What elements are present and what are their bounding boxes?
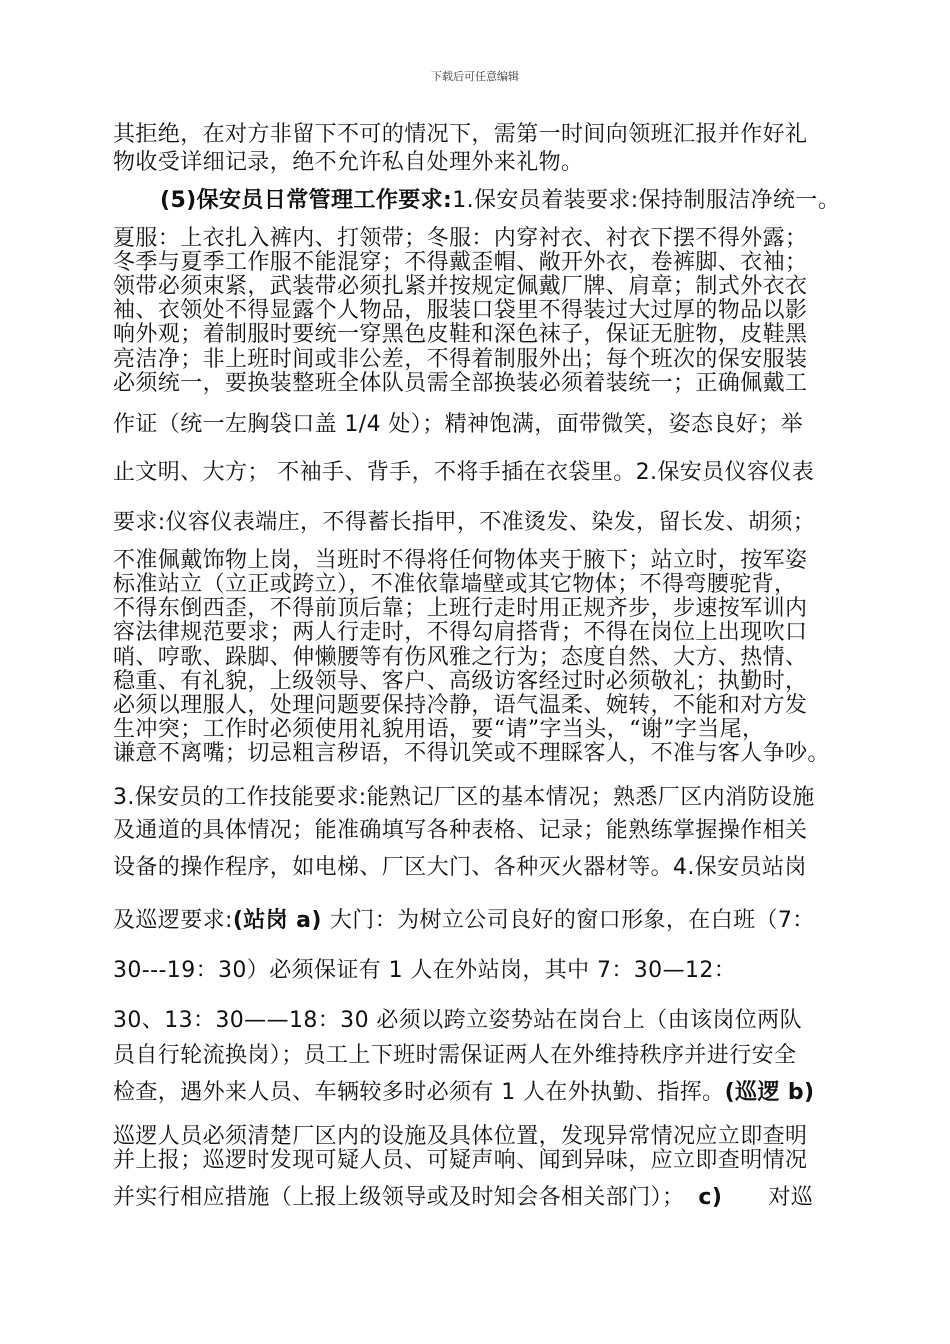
text-line: 作证（统一左胸袋口盖 1/4 处）；精神饱满，面带微笑，姿态良好；举: [113, 412, 803, 437]
text-line: 哨、哼歌、跺脚、伸懒腰等有伤风雅之行为；态度自然、大方、热情、: [113, 645, 808, 670]
text-line: [160, 188, 840, 214]
text-line: 员自行轮流换岗）；员工上下班时需保证两人在外维持秩序并进行安全: [113, 1043, 797, 1068]
subsection-label: c): [698, 1185, 723, 1210]
text-line: [113, 1080, 815, 1106]
text-line: 生冲突；工作时必须使用礼貌用语，要“请”字当头，“谢”字当尾，: [113, 717, 765, 742]
text-line: 巡逻人员必须清楚厂区内的设施及具体位置，发现异常情况应立即查明: [113, 1124, 808, 1149]
text-line: 袖、衣领处不得显露个人物品，服装口袋里不得装过大过厚的物品以影: [113, 298, 808, 323]
text-line: 止文明、大方； 不袖手、背手，不将手插在衣袋里。2.保安员仪容仪表: [113, 460, 815, 485]
text-line: 领带必须束紧，武装带必须扎紧并按规定佩戴厂牌、肩章；制式外衣衣: [113, 274, 808, 299]
subsection-label: (巡逻 b): [724, 1080, 815, 1105]
text-span: 对巡: [768, 1185, 814, 1210]
text-line: 30---19：30）必须保证有 1 人在外站岗，其中 7：30—12：: [113, 958, 737, 983]
text-line: 不准佩戴饰物上岗，当班时不得将任何物体夹于腋下；站立时，按军姿: [113, 548, 808, 573]
text-line: 必须以理服人，处理问题要保持冷静，语气温柔、婉转，不能和对方发: [113, 693, 808, 718]
text-span: 并实行相应措施（上报上级领导或及时知会各相关部门）；: [113, 1185, 685, 1210]
text-line: 物收受详细记录，绝不允许私自处理外来礼物。: [113, 150, 584, 175]
text-line: 及通道的具体情况；能准确填写各种表格、记录；能熟练掌握操作相关: [113, 818, 808, 843]
text-line: 夏服：上衣扎入裤内、打领带；冬服：内穿衬衣、衬衣下摆不得外露；: [113, 226, 808, 251]
text-line: [113, 908, 815, 934]
text-line: 其拒绝，在对方非留下不可的情况下，需第一时间向领班汇报并作好礼: [113, 122, 808, 147]
text-line: 必须统一，要换装整班全体队员需全部换装必须着装统一；正确佩戴工: [113, 371, 808, 396]
text-line: 30、13：30——18：30 必须以跨立姿势站在岗台上（由该岗位两队: [113, 1008, 802, 1033]
text-line: 容法律规范要求；两人行走时，不得勾肩搭背；不得在岗位上出现吹口: [113, 620, 808, 645]
text-line: 并上报；巡逻时发现可疑人员、可疑声响、闻到异味，应立即查明情况: [113, 1148, 808, 1173]
text-line: 稳重、有礼貌，上级领导、客户、高级访客经过时必须敬礼；执勤时，: [113, 669, 808, 694]
text-line: [113, 1185, 813, 1211]
text-line: 谦意不离嘴；切忌粗言秽语，不得讥笑或不理睬客人，不准与客人争吵。: [113, 741, 830, 766]
page-header-note: 下载后可任意编辑: [431, 70, 519, 83]
text-span: 检查，遇外来人员、车辆较多时必须有 1 人在外执勤、指挥。: [113, 1080, 725, 1105]
text-line: 冬季与夏季工作服不能混穿；不得戴歪帽、敞开外衣，卷裤脚、衣袖；: [113, 250, 808, 275]
text-line: 设备的操作程序，如电梯、厂区大门、各种灭火器材等。4.保安员站岗: [113, 855, 807, 880]
section-heading: (5)保安员日常管理工作要求:: [160, 188, 453, 213]
text-line: 亮洁净；非上班时间或非公差，不得着制服外出；每个班次的保安服装: [113, 347, 808, 372]
text-line: 响外观；着制服时要统一穿黑色皮鞋和深色袜子，保证无脏物，皮鞋黑: [113, 322, 808, 347]
text-span: 及巡逻要求:: [113, 908, 233, 933]
text-line: 不得东倒西歪，不得前顶后靠；上班行走时用正规齐步，步速按军训内: [113, 596, 808, 621]
text-span: 1.保安员着装要求:保持制服洁净统一。: [452, 188, 841, 213]
text-line: 3.保安员的工作技能要求:能熟记厂区的基本情况；熟悉厂区内消防设施: [113, 785, 815, 810]
text-span: 大门：为树立公司良好的窗口形象，在白班（7：: [329, 908, 815, 933]
text-line: 要求:仪容仪表端庄，不得蓄长指甲，不准烫发、染发，留长发、胡须；: [113, 510, 816, 535]
subsection-label: (站岗 a): [232, 908, 330, 933]
text-line: 标准站立（立正或跨立），不准依靠墙壁或其它物体；不得弯腰驼背，: [113, 572, 797, 597]
